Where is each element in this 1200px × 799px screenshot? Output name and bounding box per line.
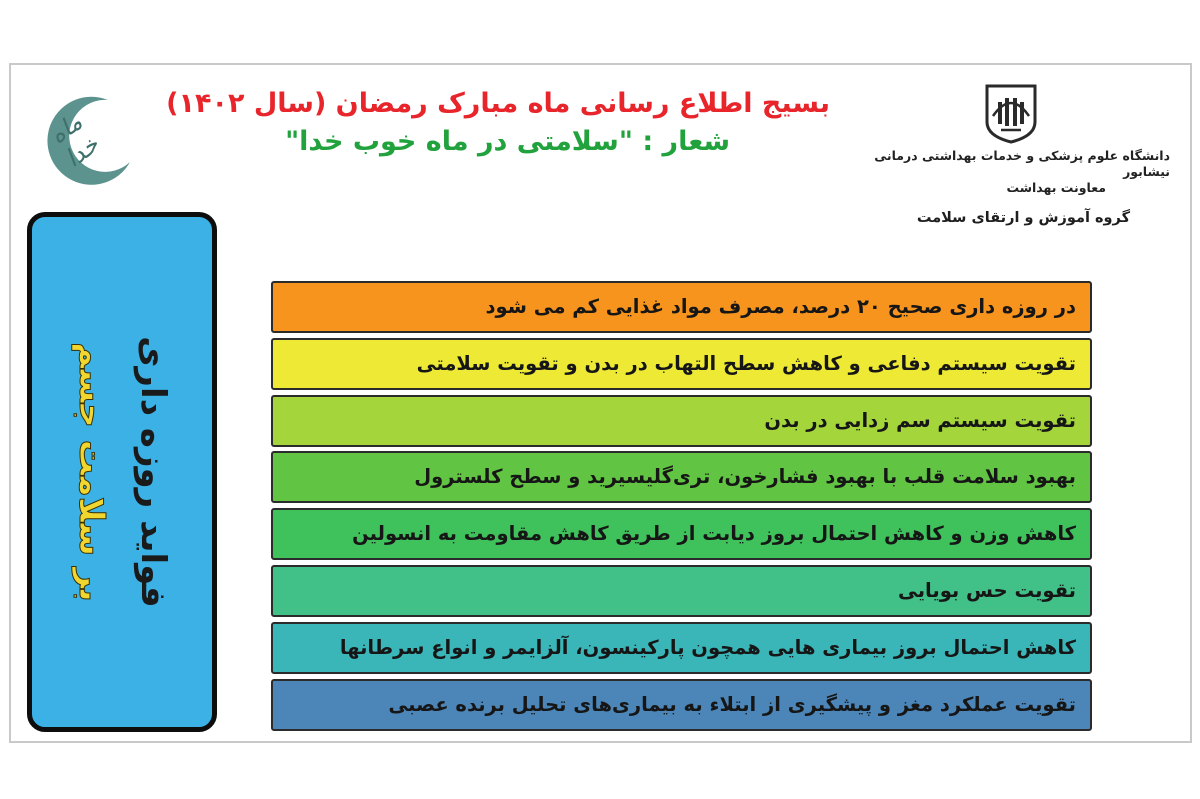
- benefit-item: تقویت عملکرد مغز و پیشگیری از ابتلاء به بیماری‌های تحلیل برنده عصبی: [271, 679, 1092, 731]
- group-name: گروه آموزش و ارتقای سلامت: [916, 210, 1130, 226]
- benefit-item: کاهش وزن و کاهش احتمال بروز دیابت از طریق کاهش مقاومت به انسولین: [271, 508, 1092, 560]
- page-title: بسیج اطلاع رسانی ماه مبارک رمضان (سال ۱۴۰۲): [166, 88, 830, 119]
- benefit-item: تقویت سیستم دفاعی و کاهش سطح التهاب در بدن و تقویت سلامتی: [271, 338, 1092, 390]
- benefit-item: کاهش احتمال بروز بیماری هایی همچون پارکینسون، آلزایمر و انواع سرطانها: [271, 622, 1092, 674]
- benefit-item: در روزه داری صحیح ۲۰ درصد، مصرف مواد غذایی کم می شود: [271, 281, 1092, 333]
- slogan: شعار : "سلامتی در ماه خوب خدا": [285, 126, 730, 157]
- side-panel-text: [60, 252, 184, 692]
- side-panel-line1: فواید روزه داری: [133, 336, 173, 608]
- benefit-item: تقویت سیستم سم زدایی در بدن: [271, 395, 1092, 447]
- university-name: [850, 148, 1170, 196]
- benefits-list: [271, 281, 1092, 735]
- university-emblem-icon: [983, 82, 1039, 144]
- side-panel-line2: بر سلامت جسم: [71, 342, 111, 602]
- university-deputy: معاونت بهداشت: [1006, 180, 1106, 195]
- benefit-item: بهبود سلامت قلب با بهبود فشارخون، تری‌گلیسیرید و سطح کلسترول: [271, 451, 1092, 503]
- benefit-item: تقویت حس بویایی: [271, 565, 1092, 617]
- header: [166, 86, 830, 162]
- side-panel: [27, 212, 217, 732]
- university-title: دانشگاه علوم پزشکی و خدمات بهداشتی درمانی نیشابور: [874, 148, 1170, 179]
- moon-logo-text: ماه خدا: [44, 107, 105, 173]
